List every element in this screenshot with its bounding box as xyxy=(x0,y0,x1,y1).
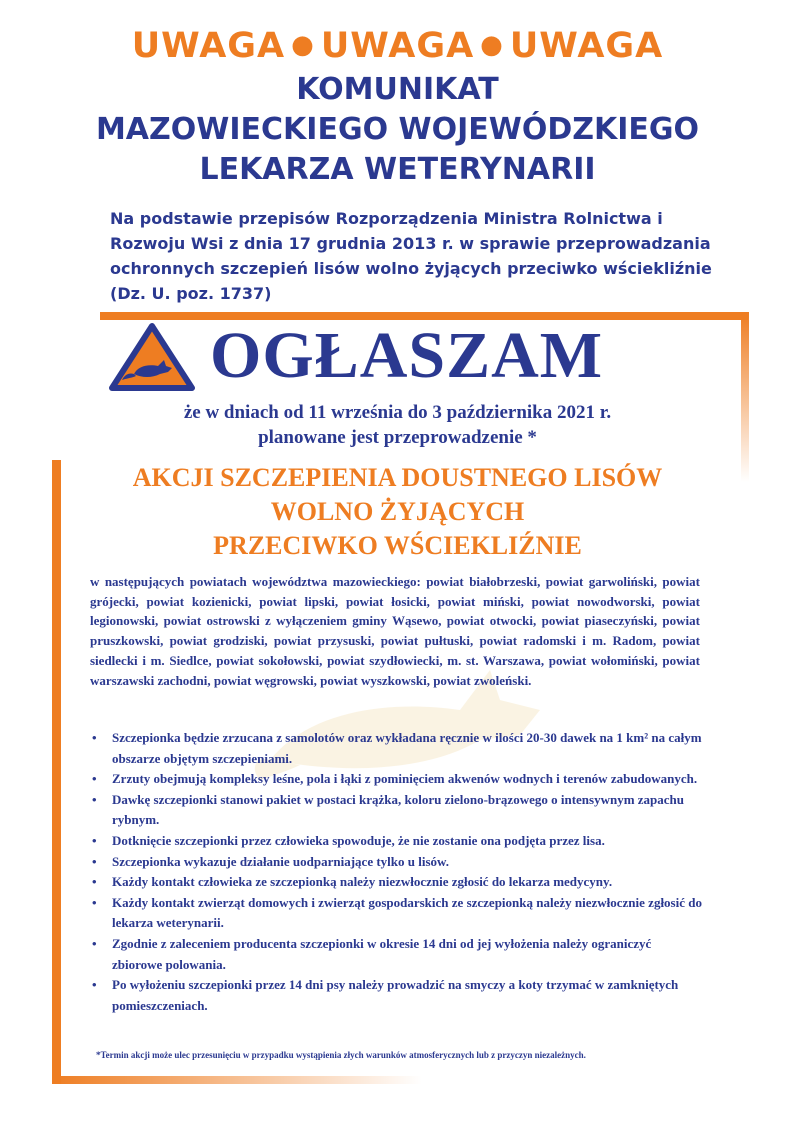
bullet-separator-icon: ● xyxy=(291,30,315,60)
warning-word-2: UWAGA xyxy=(320,26,475,66)
dates-line: że w dniach od 11 września do 3 października 2021 r. xyxy=(183,402,612,423)
warning-word-1: UWAGA xyxy=(131,26,286,66)
list-item: • Każdy kontakt człowieka ze szczepionką należy niezwłocznie zgłosić do lekarza medycyny. xyxy=(92,872,702,893)
list-item: • Zrzuty obejmują kompleksy leśne, pola i łąki z pominięciem akwenów wodnych i terenów zabudowanych. xyxy=(92,769,702,790)
footnote: *Termin akcji może ulec przesunięciu w przypadku wystąpienia złych warunków atmosferycznych lub z przyczyn niezależnych. xyxy=(96,1050,586,1060)
list-item: • Zgodnie z zaleceniem producenta szczepionki w okresie 14 dni od jej wyłożenia należy ograniczyć zbiorowe polowania. xyxy=(92,934,702,975)
action-line: WOLNO ŻYJĄCYCH xyxy=(270,497,525,526)
title-line: LEKARZA WETERYNARII xyxy=(199,152,596,187)
frame-right-border xyxy=(741,312,749,482)
campaign-dates xyxy=(0,400,795,450)
announcement-heading: OGŁASZAM xyxy=(210,319,604,392)
bullet-separator-icon: ● xyxy=(480,30,504,60)
header-warning xyxy=(0,26,795,66)
title-line: KOMUNIKAT xyxy=(296,72,499,107)
action-line: PRZECIWKO WŚCIEKLIŹNIE xyxy=(213,531,582,560)
warning-word-3: UWAGA xyxy=(509,26,664,66)
warning-triangle-fox-icon xyxy=(108,322,196,392)
list-item: • Każdy kontakt zwierząt domowych i zwierząt gospodarskich ze szczepionką należy niezwłocznie zgłosić do lekarza weterynarii. xyxy=(92,893,702,934)
list-item: • Szczepionka będzie zrzucana z samolotów oraz wykładana ręcznie w ilości 20-30 dawek na 1 km² na całym obszarze objętym szczepieniami. xyxy=(92,728,702,769)
list-item: • Szczepionka wykazuje działanie uodparniające tylko u lisów. xyxy=(92,852,702,873)
frame-bottom-border xyxy=(52,1076,422,1084)
counties-list: w następujących powiatach województwa mazowieckiego: powiat białobrzeski, powiat garwoliński, powiat grójecki, powiat kozienicki, powiat lipski, powiat łosicki, powiat miński, powiat nowodworski, powiat legionowski, powiat ostrowski z wyłączeniem gminy Wąsewo, powiat otwocki, powiat piaseczyński, powiat pruszkowski, powiat grodziski, powiat przysuski, powiat pułtuski, powiat radomski i m. Radom, powiat siedlecki i m. Siedlce, powiat sokołowski, powiat szydłowiecki, m. st. Warszawa, powiat wołomiński, powiat warszawski zachodni, powiat węgrowski, powiat wyszkowski, powiat zwoleński. xyxy=(90,574,700,688)
instructions-list xyxy=(92,728,702,1016)
list-item: • Dotknięcie szczepionki przez człowieka spowoduje, że nie zostanie ona podjęta przez lisa. xyxy=(92,831,702,852)
dates-line: planowane jest przeprowadzenie * xyxy=(258,427,537,448)
title-line: MAZOWIECKIEGO WOJEWÓDZKIEGO xyxy=(95,112,700,147)
list-item: • Dawkę szczepionki stanowi pakiet w postaci krążka, koloru zielono-brązowego o intensywnym zapachu rybnym. xyxy=(92,790,702,831)
legal-basis: Na podstawie przepisów Rozporządzenia Ministra Rolnictwa i Rozwoju Wsi z dnia 17 grudnia 2013 r. w sprawie przeprowadzania ochronnych szczepień lisów wolno żyjących przeciwko wściekliźnie (Dz. U. poz. 1737) xyxy=(110,209,712,303)
action-title xyxy=(0,461,795,563)
list-item: • Po wyłożeniu szczepionki przez 14 dni psy należy prowadzić na smyczy a koty trzymać w zamkniętych pomieszczeniach. xyxy=(92,975,702,1016)
page-title xyxy=(0,70,795,190)
action-line: AKCJI SZCZEPIENIA DOUSTNEGO LISÓW xyxy=(132,463,663,492)
